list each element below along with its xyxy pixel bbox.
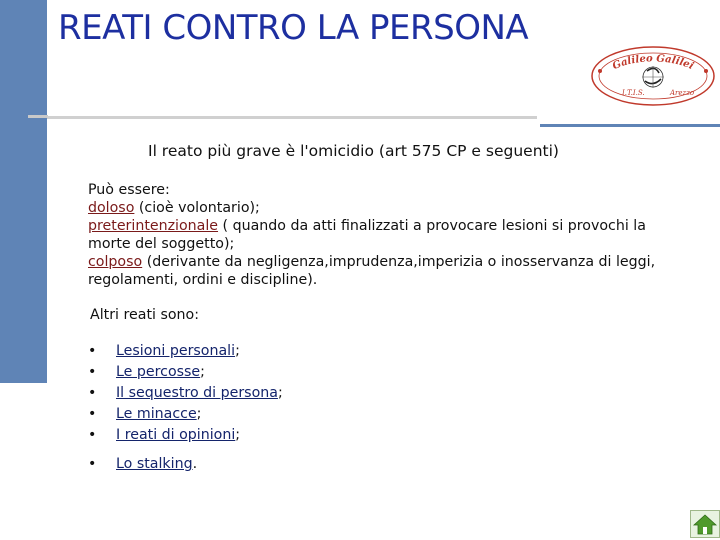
crime-list — [88, 341, 283, 475]
intro-text: Può essere: — [88, 182, 170, 198]
kind-doloso-text: (cioè volontario); — [134, 200, 260, 216]
item-suffix: ; — [235, 427, 241, 443]
list-item — [88, 425, 283, 446]
kind-continuation: morte del soggetto); — [88, 236, 235, 252]
list-item — [88, 341, 283, 362]
link-le-minacce[interactable]: Le minacce — [116, 406, 197, 422]
kind-preterintenzionale-text: ( quando da atti finalizzati a provocare lesioni si provochi la — [218, 218, 646, 234]
accent-side-bar — [0, 0, 47, 383]
item-suffix: ; — [235, 343, 240, 359]
item-suffix: ; — [196, 406, 202, 422]
list-item — [88, 362, 283, 383]
definition-block — [88, 181, 688, 289]
bullet: • — [88, 406, 97, 422]
term-doloso: doloso — [88, 200, 135, 216]
kind-preterintenzionale — [88, 217, 688, 235]
list-item — [88, 404, 283, 425]
title-divider-accent — [540, 124, 720, 127]
home-nav-icon[interactable] — [690, 510, 720, 538]
term-preterintenzionale: preterintenzionale — [88, 218, 219, 234]
logo-sub-left: I.T.I.S. — [622, 89, 645, 97]
kind-colposo-text: (derivante da negligenza,imprudenza,imperizia o inosservanza di leggi, — [142, 254, 656, 270]
logo-text: Galileo Galilei — [610, 53, 696, 73]
slide-subtitle: Il reato più grave è l'omicidio (art 575 CP e seguenti) — [148, 142, 559, 160]
kind-colposo — [88, 253, 688, 271]
bullet: • — [88, 456, 97, 472]
link-reati-di-opinioni[interactable]: I reati di opinioni — [116, 427, 236, 443]
term-colposo: colposo — [88, 254, 143, 270]
bullet: • — [88, 427, 97, 443]
title-divider — [47, 116, 537, 119]
list-item — [88, 383, 283, 404]
item-suffix: ; — [200, 364, 205, 380]
link-sequestro-di-persona[interactable]: Il sequestro di persona — [116, 385, 278, 401]
kind-doloso — [88, 199, 688, 217]
item-suffix: ; — [277, 385, 283, 401]
bullet: • — [88, 385, 97, 401]
link-lo-stalking[interactable]: Lo stalking — [116, 456, 193, 472]
item-suffix: . — [192, 456, 198, 472]
title-divider-left — [28, 115, 48, 118]
kind-continuation: regolamenti, ordini e discipline). — [88, 272, 318, 288]
logo-sub-right: Arezzo — [670, 89, 695, 97]
school-logo-icon — [590, 45, 716, 107]
bullet: • — [88, 343, 97, 359]
others-heading: Altri reati sono: — [90, 307, 199, 323]
link-le-percosse[interactable]: Le percosse — [116, 364, 201, 380]
link-lesioni-personali[interactable]: Lesioni personali — [116, 343, 236, 359]
list-item — [88, 454, 283, 475]
bullet: • — [88, 364, 97, 380]
slide-title: REATI CONTRO LA PERSONA — [58, 8, 529, 48]
